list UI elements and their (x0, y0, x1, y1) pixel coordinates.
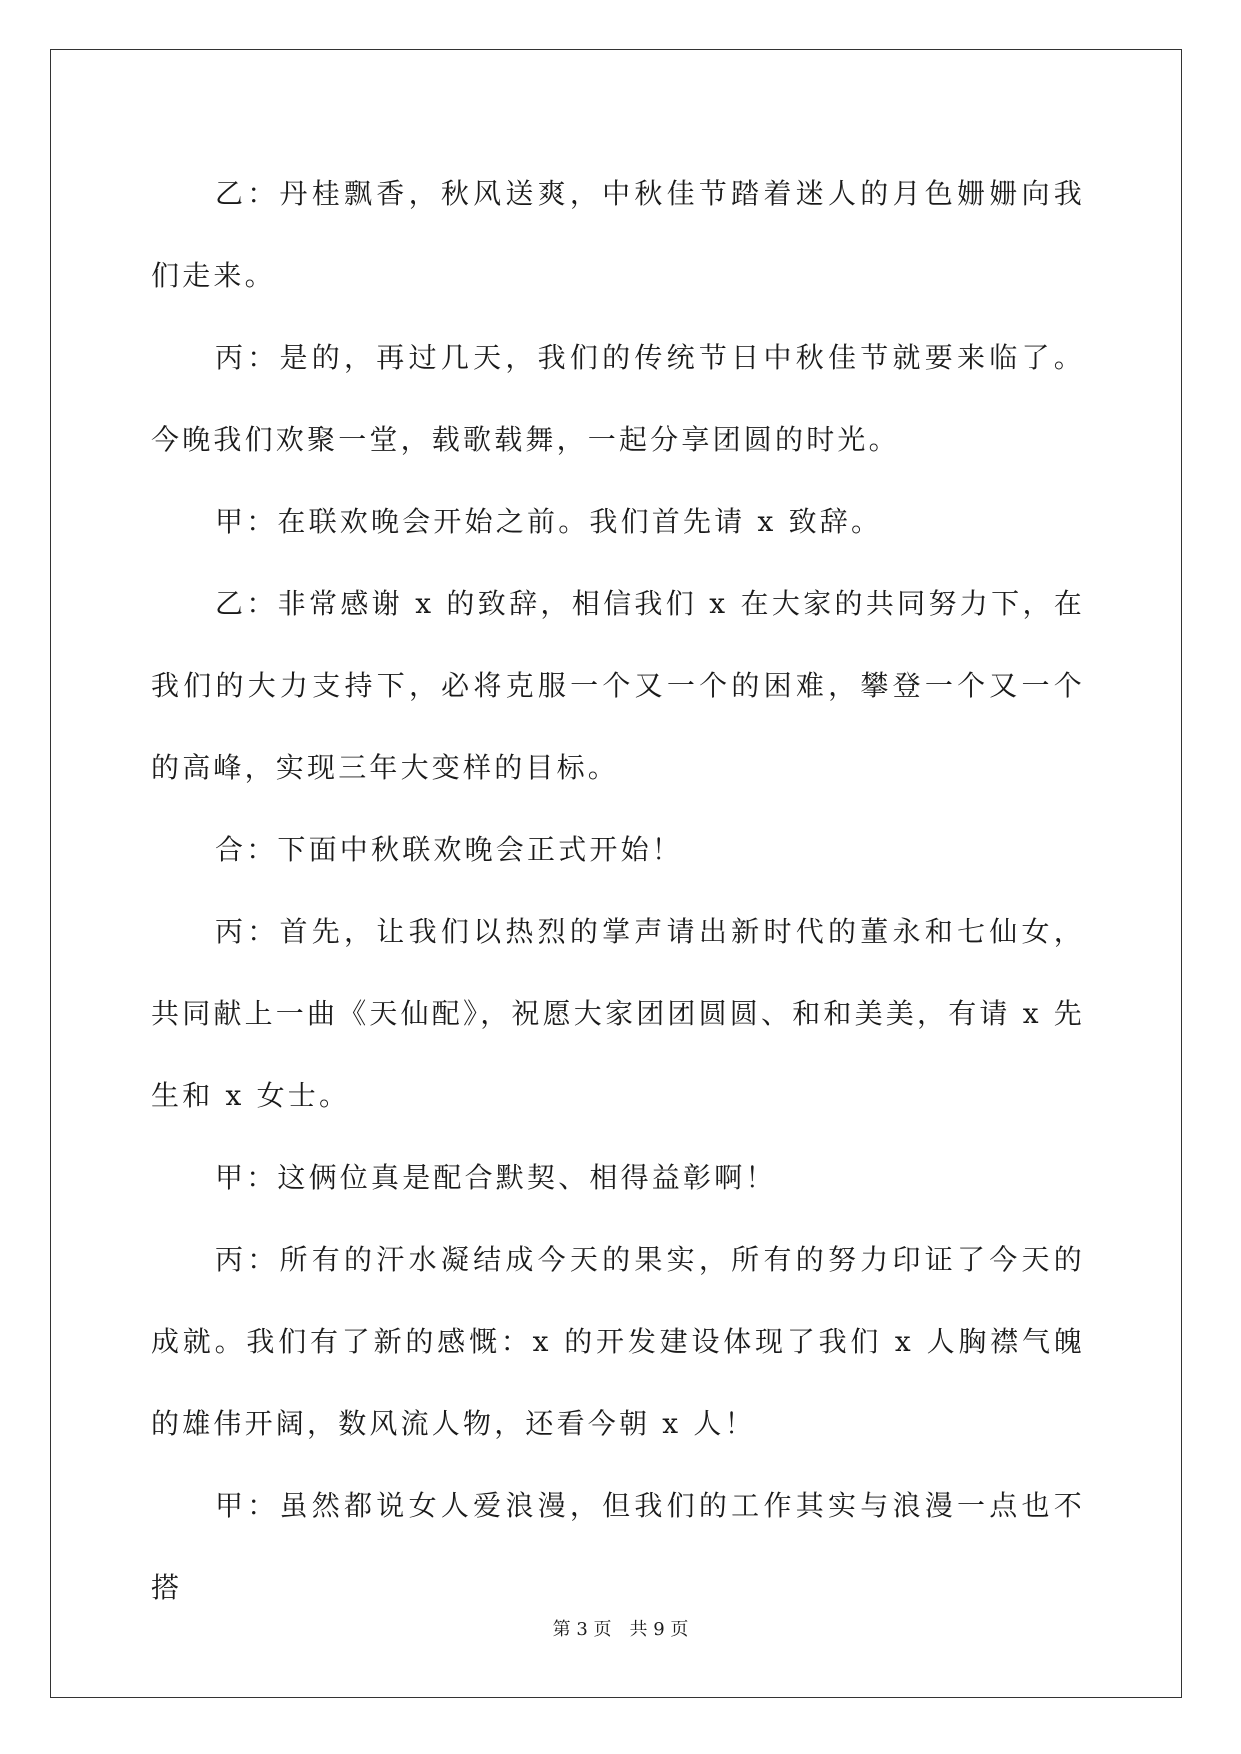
paragraph-8: 丙：所有的汗水凝结成今天的果实，所有的努力印证了今天的成就。我们有了新的感慨：x 的开发建设体现了我们 x 人胸襟气魄的雄伟开阔，数风流人物，还看今朝 x 人！ (151, 1243, 1085, 1440)
paragraph-3: 甲：在联欢晚会开始之前。我们首先请 x 致辞。 (215, 505, 883, 538)
paragraph-4: 乙：非常感谢 x 的致辞，相信我们 x 在大家的共同努力下，在我们的大力支持下，必将克服一个又一个的困难，攀登一个又一个的高峰，实现三年大变样的目标。 (151, 587, 1085, 784)
paragraph-5: 合：下面中秋联欢晚会正式开始！ (215, 833, 684, 866)
page-number: 第 3 页 (552, 1619, 612, 1640)
paragraph-7: 甲：这俩位真是配合默契、相得益彰啊！ (215, 1161, 777, 1194)
page-footer (0, 1615, 1241, 1641)
document-body (151, 153, 1085, 1629)
paragraph-1: 乙：丹桂飘香，秋风送爽，中秋佳节踏着迷人的月色姗姗向我们走来。 (151, 177, 1085, 292)
paragraph-2: 丙：是的，再过几天，我们的传统节日中秋佳节就要来临了。今晚我们欢聚一堂，载歌载舞，一起分享团圆的时光。 (151, 341, 1085, 456)
paragraph-9: 甲：虽然都说女人爱浪漫，但我们的工作其实与浪漫一点也不搭 (151, 1489, 1085, 1604)
paragraph-6: 丙：首先，让我们以热烈的掌声请出新时代的董永和七仙女，共同献上一曲《天仙配》，祝愿大家团团圆圆、和和美美，有请 x 先生和 x 女士。 (151, 915, 1085, 1112)
page-total: 共 9 页 (629, 1619, 689, 1640)
